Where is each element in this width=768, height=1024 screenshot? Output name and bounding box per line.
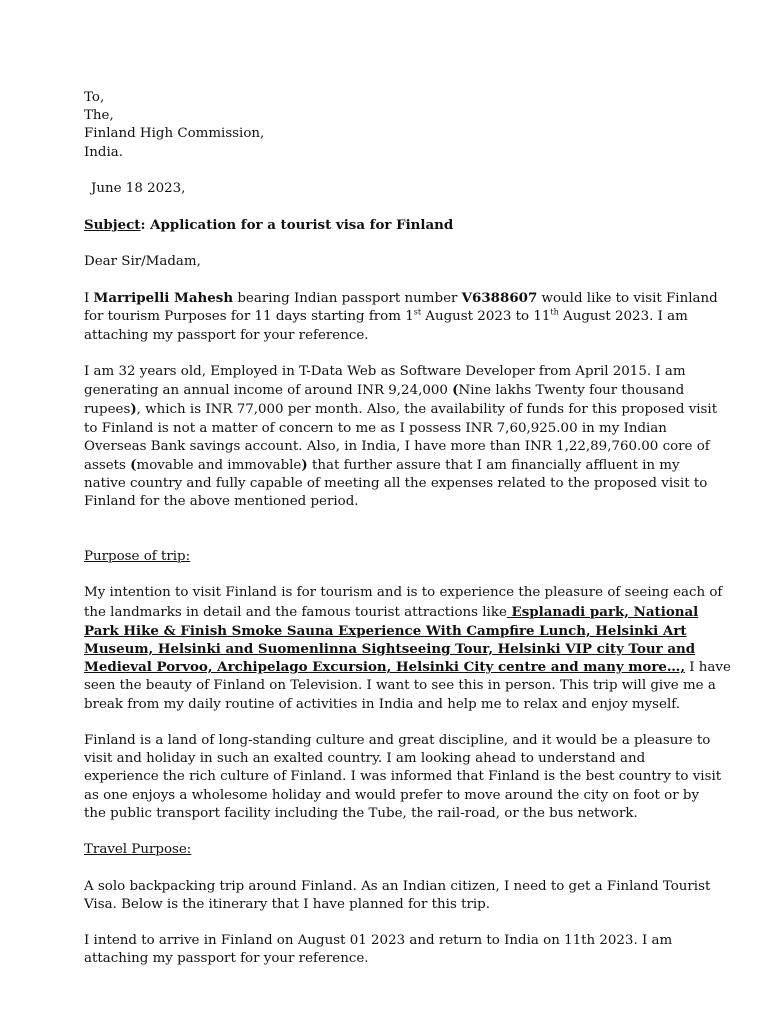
ordinal-suffix: st bbox=[413, 307, 422, 317]
purpose-line: My intention to visit Finland is for tourism and is to experience the pleasure of seeing each of bbox=[84, 585, 723, 601]
finance-text: rupees bbox=[84, 402, 131, 418]
paren: ) bbox=[130, 401, 137, 418]
arrival-paragraph bbox=[84, 932, 692, 968]
passport-number: V6388607 bbox=[461, 290, 538, 307]
culture-line: the public transport facility including the Tube, the rail-road, or the bus network. bbox=[84, 805, 638, 821]
intro-text: would like to visit Finland bbox=[537, 291, 718, 307]
attractions-list: Medieval Porvoo, Archipelago Excursion, Helsinki City centre and many more…, bbox=[84, 659, 685, 676]
travel-paragraph bbox=[84, 878, 711, 914]
travel-heading-block bbox=[84, 841, 692, 859]
finance-text: Nine lakhs Twenty four thousand bbox=[458, 383, 685, 399]
purpose-text: I have bbox=[685, 660, 731, 676]
purpose-line: break from my daily routine of activities in India and help me to relax and enjoy myself. bbox=[84, 696, 680, 712]
travel-heading: Travel Purpose: bbox=[84, 842, 192, 858]
purpose-heading: Purpose of trip: bbox=[84, 548, 191, 564]
culture-line: as one enjoys a wholesome holiday and would prefer to move around the city on foot or by bbox=[84, 787, 700, 803]
finance-line: to Finland is not a matter of concern to me as I possess INR 7,60,925.00 in my Indian bbox=[84, 420, 667, 436]
subject-label: Subject bbox=[84, 217, 141, 234]
intro-text: August 2023 to 11 bbox=[421, 309, 551, 325]
finance-line: Finland for the above mentioned period. bbox=[84, 494, 359, 510]
travel-line: A solo backpacking trip around Finland. As an Indian citizen, I need to get a Finland Tourist bbox=[84, 878, 711, 894]
attractions-list: Museum, Helsinki and Suomenlinna Sightseeing Tour, Helsinki VIP city Tour and bbox=[84, 640, 696, 657]
purpose-heading-block bbox=[84, 548, 692, 566]
paren: ( bbox=[130, 456, 137, 473]
purpose-text: the landmarks in detail and the famous tourist attractions like bbox=[84, 604, 507, 620]
arrival-line: I intend to arrive in Finland on August 01 2023 and return to India on 11th 2023. I am bbox=[84, 933, 673, 949]
subject-line bbox=[84, 216, 692, 234]
intro-text: August 2023. I am bbox=[558, 309, 688, 325]
finance-paragraph bbox=[84, 363, 718, 512]
finance-text: movable and immovable bbox=[136, 457, 302, 473]
intro-paragraph bbox=[84, 289, 718, 345]
salutation: Dear Sir/Madam, bbox=[84, 253, 201, 269]
address-org: Finland High Commission, bbox=[84, 126, 265, 142]
letter-page bbox=[84, 89, 731, 969]
attractions-list: Park Hike & Finish Smoke Sauna Experience With Campfire Lunch, Helsinki Art bbox=[84, 622, 687, 639]
purpose-paragraph bbox=[84, 584, 731, 713]
letter-date: June 18 2023, bbox=[91, 181, 186, 196]
intro-text: attaching my passport for your reference. bbox=[84, 327, 369, 343]
finance-text: assets bbox=[84, 457, 131, 473]
finance-text: generating an annual income of around INR 9,24,000 bbox=[84, 383, 453, 399]
address-to: To, bbox=[84, 90, 105, 105]
salutation-block bbox=[84, 253, 692, 271]
purpose-line: seen the beauty of Finland on Television. I want to see this in person. This trip will give me a bbox=[84, 678, 716, 694]
intro-text: bearing Indian passport number bbox=[233, 291, 462, 307]
intro-text: I bbox=[84, 291, 94, 307]
finance-text: , which is INR 77,000 per month. Also, the availability of funds for this proposed visit bbox=[136, 402, 718, 418]
address-country: India. bbox=[84, 144, 124, 160]
finance-line: Overseas Bank savings account. Also, in India, I have more than INR 1,22,89,760.00 core of bbox=[84, 438, 710, 454]
address-the: The, bbox=[84, 108, 114, 124]
culture-paragraph bbox=[84, 732, 722, 823]
recipient-address bbox=[84, 89, 692, 162]
culture-line: visit and holiday in such an exalted country. I am looking ahead to understand and bbox=[84, 751, 646, 767]
applicant-name: Marripelli Mahesh bbox=[93, 290, 234, 307]
paren: ) bbox=[301, 456, 308, 473]
travel-line: Visa. Below is the itinerary that I have planned for this trip. bbox=[84, 896, 490, 912]
letter-date-block bbox=[84, 180, 692, 198]
finance-line: native country and fully capable of meeting all the expenses related to the proposed visit to bbox=[84, 476, 708, 492]
finance-text: that further assure that I am financially affluent in my bbox=[307, 457, 680, 473]
finance-line: I am 32 years old, Employed in T-Data Web as Software Developer from April 2015. I am bbox=[84, 363, 686, 379]
attractions-list: Esplanadi park, National bbox=[506, 603, 699, 620]
intro-text: for tourism Purposes for 11 days starting from 1 bbox=[84, 309, 414, 325]
subject-text: : Application for a tourist visa for Finland bbox=[140, 217, 454, 234]
culture-line: experience the rich culture of Finland. I was informed that Finland is the best country to visit bbox=[84, 769, 722, 785]
paren: ( bbox=[452, 382, 459, 399]
ordinal-suffix: th bbox=[550, 307, 559, 317]
culture-line: Finland is a land of long-standing culture and great discipline, and it would be a pleasure to bbox=[84, 732, 711, 748]
arrival-line: attaching my passport for your reference. bbox=[84, 951, 369, 967]
